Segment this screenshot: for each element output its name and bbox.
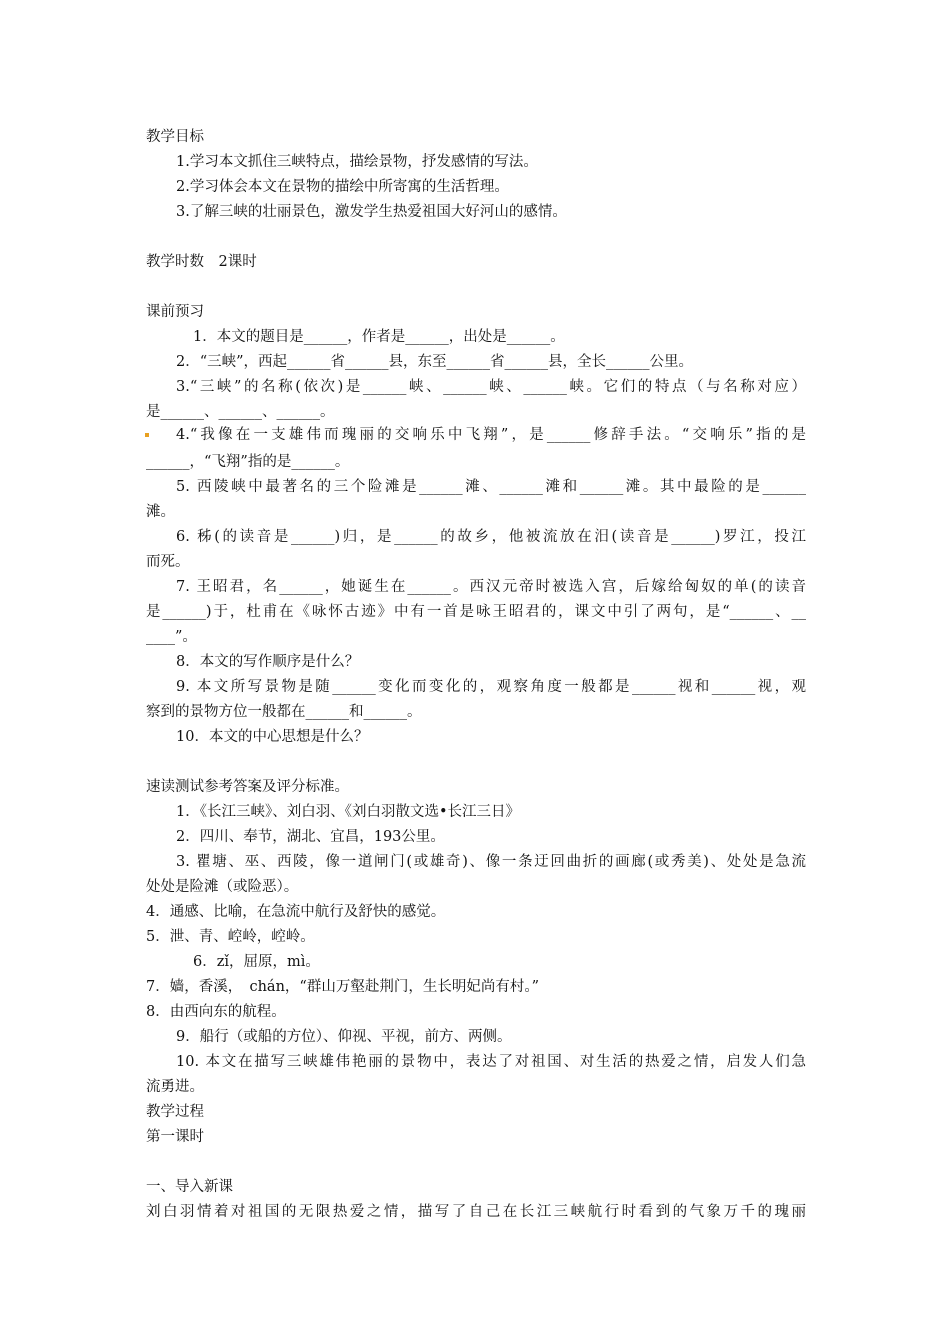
preview-question-cont: 是______)于，杜甫在《咏怀古迹》中有一首是咏王昭君的，课文中引了两句，是“______、__ — [146, 604, 806, 620]
preview-question-cont: 察到的景物方位一般都在______和______。 — [146, 704, 422, 720]
preview-question: 3.“三峡”的名称(依次)是______峡、______峡、______峡。它们的特点（与名称对应） — [176, 379, 806, 395]
answer-item: 8．由西向东的航程。 — [146, 1004, 286, 1020]
answer-item: 3. 瞿塘、巫、西陵，像一道闸门(或雄奇)、像一条迂回曲折的画廊(或秀美)、处处是急流 — [176, 854, 806, 870]
answer-item: 9．船行（或船的方位）、仰视、平视，前方、两侧。 — [176, 1029, 512, 1045]
preview-question: 4.“我像在一支雄伟而瑰丽的交响乐中飞翔”，是______修辞手法。“交响乐”指的是 — [176, 427, 806, 443]
preview-question: 9. 本文所写景物是随______变化而变化的，观察角度一般都是______视和______视，观 — [176, 679, 806, 695]
preview-question-cont: ______，“飞翔”指的是______。 — [146, 454, 350, 470]
body-paragraph: 刘白羽情着对祖国的无限热爱之情，描写了自己在长江三峡航行时看到的气象万千的瑰丽 — [146, 1204, 806, 1220]
heading-preview: 课前预习 — [146, 304, 204, 320]
heading-answers: 速读测试参考答案及评分标准。 — [146, 779, 349, 795]
answer-item: 2．四川、奉节，湖北、宜昌，193公里。 — [176, 829, 445, 845]
heading-intro: 一、导入新课 — [146, 1179, 233, 1195]
preview-question: 2．“三峡”，西起______省______县，东至______省______县，全长______公里。 — [176, 354, 694, 370]
preview-question-cont: 而死。 — [146, 554, 190, 570]
heading-teaching-goals: 教学目标 — [146, 129, 204, 145]
preview-question-cont: ____”。 — [146, 629, 197, 645]
answer-item: 7．嫱，香溪， chán，“群山万壑赴荆门，生长明妃尚有村。” — [146, 979, 539, 995]
answer-item: 1．《长江三峡》、刘白羽、《刘白羽散文选•长江三日》 — [176, 804, 521, 820]
heading-first-lesson: 第一课时 — [146, 1129, 204, 1145]
answer-item: 6．zǐ，屈原，mì。 — [193, 954, 320, 970]
goal-item: 3.了解三峡的壮丽景色，激发学生热爱祖国大好河山的感情。 — [176, 204, 567, 220]
preview-question: 6. 秭(的读音是______)归，是______的故乡，他被流放在汨(读音是______)罗江，投江 — [176, 529, 806, 545]
answer-item: 10. 本文在描写三峡雄伟艳丽的景物中，表达了对祖国、对生活的热爱之情，启发人们急 — [176, 1054, 806, 1070]
preview-question: 10．本文的中心思想是什么？ — [176, 729, 369, 745]
preview-question-cont: 是______、______、______。 — [146, 404, 335, 420]
answer-item: 5．泄、青、崆岭，崆岭。 — [146, 929, 315, 945]
preview-question: 5. 西陵峡中最著名的三个险滩是______滩、______滩和______滩。其中最险的是______ — [176, 479, 806, 495]
answer-item-cont: 处处是险滩（或险恶）。 — [146, 879, 299, 895]
answer-item-cont: 流勇进。 — [146, 1079, 204, 1095]
preview-question: 7. 王昭君，名______，她诞生在______。西汉元帝时被选入宫，后嫁给匈奴的单(的读音 — [176, 579, 806, 595]
heading-teaching-hours: 教学时数 2课时 — [146, 254, 257, 270]
goal-item: 1.学习本文抓住三峡特点，描绘景物，抒发感情的写法。 — [176, 154, 538, 170]
goal-item: 2.学习体会本文在景物的描绘中所寄寓的生活哲理。 — [176, 179, 509, 195]
preview-question: 8．本文的写作顺序是什么？ — [176, 654, 360, 670]
answer-item: 4．通感、比喻，在急流中航行及舒快的感觉。 — [146, 904, 446, 920]
bullet-mark — [145, 433, 149, 437]
preview-question-cont: 滩。 — [146, 504, 175, 520]
heading-teaching-process: 教学过程 — [146, 1104, 204, 1120]
preview-question: 1．本文的题目是______，作者是______，出处是______。 — [193, 329, 565, 345]
